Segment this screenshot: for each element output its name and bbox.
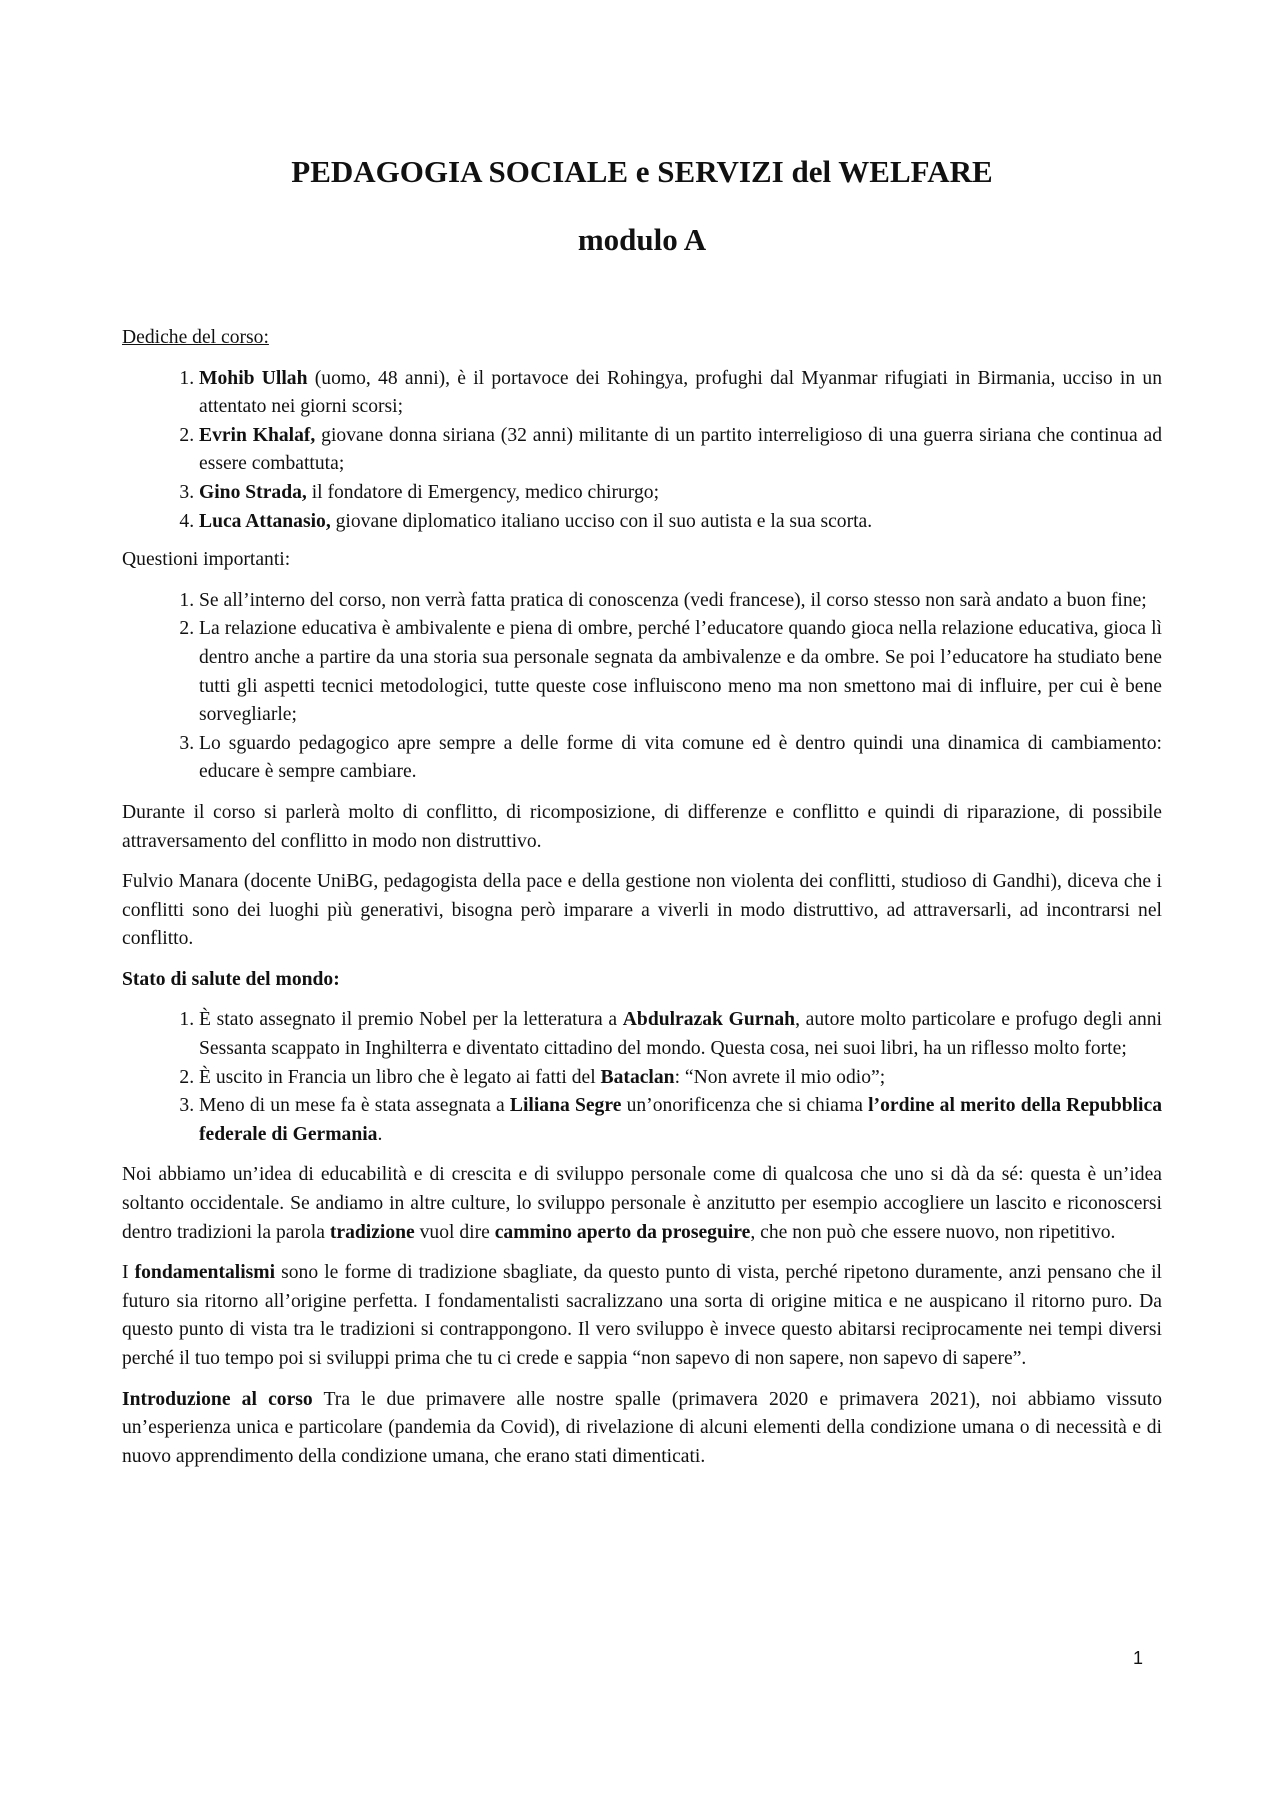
list-item: 3. Lo sguardo pedagogico apre sempre a delle forme di vita comune ed è dentro quindi una dinamica di cambiamento: educare è sempre cambiare.: [199, 730, 1162, 787]
dedica-text: giovane diplomatico italiano ucciso con il suo autista e la sua scorta.: [330, 510, 873, 532]
bold-name: Bataclan: [600, 1066, 675, 1088]
text-span: .: [377, 1123, 383, 1145]
bold-name: Liliana Segre: [509, 1095, 622, 1117]
bold-phrase: l’ordine al merito della Repubblica federale di Germania: [199, 1095, 1162, 1145]
text-span: un’onorificenza che si chiama: [621, 1095, 869, 1117]
document-subtitle: modulo A: [577, 222, 707, 257]
text-span: Noi abbiamo un’idea di educabilità e di crescita e di sviluppo personale come di qualcosa che uno si dà da sé: questa è un’idea soltanto occidentale. Se andiamo in altre culture, lo sviluppo personale è anzitutto per esempio accogliere un lascito e riconoscersi dentro tradizioni la parola: [122, 1164, 1162, 1243]
text-span: È stato assegnato il premio Nobel per la letteratura a: [199, 1009, 623, 1031]
list-item: [199, 1064, 1162, 1093]
bold-heading: Introduzione al corso: [122, 1388, 313, 1410]
bold-phrase: cammino aperto da proseguire: [494, 1221, 751, 1243]
dedica-text: giovane donna siriana (32 anni) militante di un partito interreligioso di una guerra siriana che continua ad essere combattuta;: [199, 424, 1163, 475]
paragraph-introduzione: [122, 1386, 1162, 1472]
paragraph-conflitto: Durante il corso si parlerà molto di conflitto, di ricomposizione, di differenze e conflitto e quindi di riparazione, di possibile attraversamento del conflitto in modo non distruttivo.: [122, 801, 1162, 852]
dediche-label: Dediche del corso:: [122, 327, 269, 348]
questioni-label: Questioni importanti:: [122, 549, 291, 571]
text-span: sono le forme di tradizione sbagliate, da questo punto di vista, perché ripetono duramente, anzi pensano che il futuro sia ritorno all’origine perfetta. I fondamentalisti sacralizzano una sorta di origine mitica e ne auspicano il ritorno puro. Da questo punto di vista tra le tradizioni si contrappongono. Il vero sviluppo è invece questo abitarsi reciprocamente nei tempi diversi perché il tuo tempo poi si sviluppi prima che tu ci crede e sappia “non sapevo di non sapere, non sapevo di sapere”.: [122, 1262, 1162, 1369]
bold-term: fondamentalismi: [134, 1262, 276, 1284]
text-span: Meno di un mese fa è stata assegnata a: [199, 1095, 510, 1117]
text-span: I: [122, 1262, 135, 1284]
dedica-name: Mohib Ullah: [199, 367, 308, 389]
stato-label: Stato di salute del mondo:: [122, 968, 340, 990]
paragraph-educabilita: [122, 1161, 1162, 1247]
dedica-name: Luca Attanasio,: [199, 510, 331, 532]
questioni-list: [122, 587, 1162, 787]
list-item: [199, 508, 1162, 537]
dedica-name: Gino Strada,: [199, 481, 307, 503]
page-number: 1: [1133, 1648, 1144, 1668]
dediche-list: [122, 365, 1162, 537]
paragraph-manara: Fulvio Manara (docente UniBG, pedagogista della pace e della gestione non violenta dei conflitti, studioso di Gandhi), diceva che i conflitti sono dei luoghi più generativi, bisogna però imparare a viverli in modo distruttivo, ad attraversarli, ad incontrarsi nel conflitto.: [122, 871, 1162, 950]
stato-list: [122, 1006, 1162, 1149]
list-item: [199, 1092, 1162, 1149]
list-item: [199, 1006, 1162, 1063]
document-title: PEDAGOGIA SOCIALE e SERVIZI del WELFARE: [291, 154, 993, 189]
text-span: È uscito in Francia un libro che è legato ai fatti del: [199, 1066, 601, 1088]
dedica-text: (uomo, 48 anni), è il portavoce dei Rohingya, profughi dal Myanmar rifugiati in Birmania, ucciso in un attentato nei giorni scorsi;: [199, 367, 1162, 418]
bold-name: Abdulrazak Gurnah: [622, 1009, 796, 1031]
list-item: 1. Se all’interno del corso, non verrà fatta pratica di conoscenza (vedi francese), il corso stesso non sarà andato a buon fine;: [199, 587, 1162, 616]
list-item: [199, 365, 1162, 422]
bold-term: tradizione: [329, 1221, 415, 1243]
list-item: [199, 422, 1162, 479]
list-item: [199, 479, 1162, 508]
text-span: , autore molto particolare e profugo degli anni Sessanta scappato in Inghilterra e diventato cittadino del mondo. Questa cosa, nei suoi libri, ha un riflesso molto forte;: [199, 1009, 1163, 1060]
dedica-text: il fondatore di Emergency, medico chirurgo;: [306, 481, 660, 503]
text-span: , che non può che essere nuovo, non ripetitivo.: [750, 1221, 1116, 1243]
text-span: Tra le due primavere alle nostre spalle (primavera 2020 e primavera 2021), noi abbiamo vissuto un’esperienza unica e particolare (pandemia da Covid), di rivelazione di alcuni elementi della condizione umana o di necessità e di nuovo apprendimento della condizione umana, che erano stati dimenticati.: [122, 1388, 1162, 1467]
dedica-name: Evrin Khalaf,: [199, 424, 316, 446]
text-span: : “Non avrete il mio odio”;: [674, 1066, 886, 1088]
document-body: [122, 152, 1162, 1471]
paragraph-fondamentalismi: [122, 1259, 1162, 1373]
text-span: vuol dire: [414, 1221, 495, 1243]
list-item: 2. La relazione educativa è ambivalente e piena di ombre, perché l’educatore quando gioca nella relazione educativa, gioca lì dentro anche a partire da una storia sua personale segnata da ambivalenze e da ombre. Se poi l’educatore ha studiato bene tutti gli aspetti tecnici metodologici, tutte queste cose influiscono meno ma non smettono mai di influire, per cui è bene sorvegliarle;: [199, 615, 1162, 729]
